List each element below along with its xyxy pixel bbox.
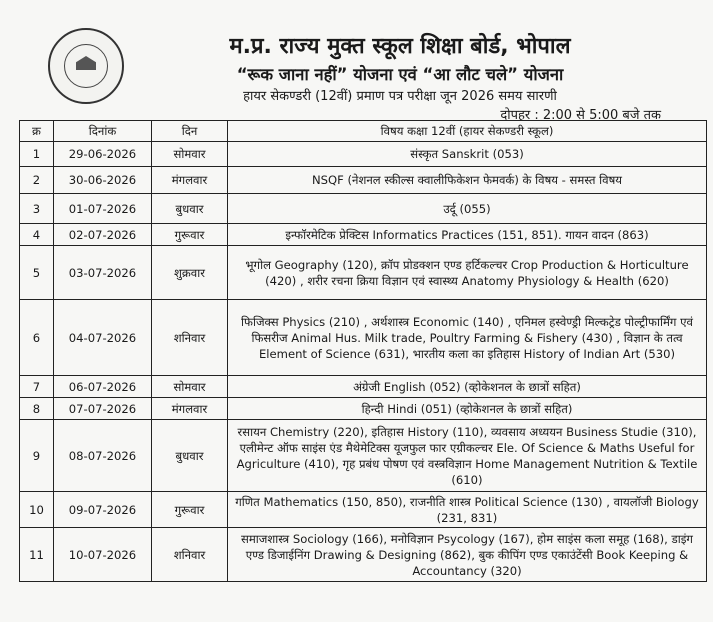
row-subject: इन्फॉरमेटिक प्रेक्टिस Informatics Practices (151, 851). गायन वादन (863) — [228, 224, 707, 246]
table-row — [20, 528, 707, 582]
row-date: 29-06-2026 — [54, 142, 152, 167]
row-date: 10-07-2026 — [54, 528, 152, 582]
row-number: 11 — [20, 528, 54, 582]
scheme-title: “रूक जाना नहीं” योजना एवं “आ लौट चले” योजना — [236, 65, 564, 84]
row-subject: NSQF (नेशनल स्कील्स क्वालीफिकेशन फेमवर्क) के विषय - समस्त विषय — [228, 167, 707, 194]
exam-time: दोपहर : 2:00 से 5:00 बजे तक — [500, 108, 661, 123]
row-subject: रसायन Chemistry (220), इतिहास History (110), व्यवसाय अध्ययन Business Studie (310), एलीमेन्ट ऑफ साइंस एंड मैथेमेटिक्स यूजफुल फार एग्रीकल्चर Ele. Of Science & Maths Useful for Agriculture (410), गृह प्रबंध पोषण एवं वस्त्रविज्ञान Home Management Nutrition & Textile (610) — [228, 420, 707, 492]
row-number: 9 — [20, 420, 54, 492]
row-date: 01-07-2026 — [54, 194, 152, 224]
row-number: 10 — [20, 492, 54, 528]
table-row — [20, 194, 707, 224]
table-row — [20, 246, 707, 300]
row-number: 2 — [20, 167, 54, 194]
row-subject: उर्दू (055) — [228, 194, 707, 224]
row-subject: हिन्दी Hindi (051) (व्होकेशनल के छात्रों सहित) — [228, 398, 707, 420]
row-day: मंगलवार — [152, 167, 228, 194]
exam-title: हायर सेकण्डरी (12वीं) प्रमाण पत्र परीक्षा जून 2026 समय सारणी — [243, 89, 557, 104]
row-day: शनिवार — [152, 528, 228, 582]
row-subject: संस्कृत Sanskrit (053) — [228, 142, 707, 167]
row-number: 8 — [20, 398, 54, 420]
row-date: 02-07-2026 — [54, 224, 152, 246]
row-number: 1 — [20, 142, 54, 167]
header-no: क्र — [20, 121, 54, 142]
table-row — [20, 167, 707, 194]
row-number: 5 — [20, 246, 54, 300]
row-subject: अंग्रेजी English (052) (व्होकेशनल के छात्रों सहित) — [228, 376, 707, 398]
row-number: 6 — [20, 300, 54, 376]
row-date: 04-07-2026 — [54, 300, 152, 376]
row-date: 03-07-2026 — [54, 246, 152, 300]
table-row — [20, 398, 707, 420]
row-day: शनिवार — [152, 300, 228, 376]
row-subject: फिजिक्स Physics (210) , अर्थशास्त्र Economic (140) , एनिमल हस्वेण्ड्री मिल्कट्रेड पोल्ट्रीफार्मिंग एवं फिसरीज Animal Hus. Milk trade, Poultry Farming & Fishery (430) , विज्ञान के तत्व Element of Science (631), भारतीय कला का इतिहास History of Indian Art (530) — [228, 300, 707, 376]
table-row — [20, 492, 707, 528]
table-header-row — [20, 121, 707, 142]
row-subject: भूगोल Geography (120), क्रॉप प्रोडक्शन एण्ड हर्टिकल्चर Crop Production & Horticulture (420) , शरीर रचना क्रिया विज्ञान एवं स्वास्थ्य Anatomy Physiology & Health (620) — [228, 246, 707, 300]
row-date: 09-07-2026 — [54, 492, 152, 528]
table-row — [20, 142, 707, 167]
header-subject: विषय कक्षा 12वीं (हायर सेकण्डरी स्कूल) — [228, 121, 707, 142]
row-number: 4 — [20, 224, 54, 246]
row-day: बुधवार — [152, 194, 228, 224]
timetable — [19, 120, 707, 582]
table-row — [20, 420, 707, 492]
row-day: गुरूवार — [152, 492, 228, 528]
row-subject: समाजशास्त्र Sociology (166), मनोविज्ञान Psycology (167), होम साइंस कला समूह (168), डाइंग एण्ड डिजाईनिंग Drawing & Designing (862), बुक कीपिंग एण्ड एकाउंटेंसी Book Keeping & Accountancy (320) — [228, 528, 707, 582]
table-row — [20, 224, 707, 246]
row-day: शुक्रवार — [152, 246, 228, 300]
header-date: दिनांक — [54, 121, 152, 142]
row-day: सोमवार — [152, 142, 228, 167]
row-day: मंगलवार — [152, 398, 228, 420]
org-title: म.प्र. राज्य मुक्त स्कूल शिक्षा बोर्ड, भोपाल — [229, 34, 571, 59]
table-row — [20, 300, 707, 376]
row-date: 08-07-2026 — [54, 420, 152, 492]
row-day: सोमवार — [152, 376, 228, 398]
row-number: 7 — [20, 376, 54, 398]
table-row — [20, 376, 707, 398]
row-day: गुरूवार — [152, 224, 228, 246]
row-subject: गणित Mathematics (150, 850), राजनीति शास्त्र Political Science (130) , वायलॉजी Biology (231, 831) — [228, 492, 707, 528]
row-number: 3 — [20, 194, 54, 224]
row-date: 06-07-2026 — [54, 376, 152, 398]
row-day: बुधवार — [152, 420, 228, 492]
board-seal-logo — [48, 28, 124, 104]
row-date: 30-06-2026 — [54, 167, 152, 194]
row-date: 07-07-2026 — [54, 398, 152, 420]
header-day: दिन — [152, 121, 228, 142]
